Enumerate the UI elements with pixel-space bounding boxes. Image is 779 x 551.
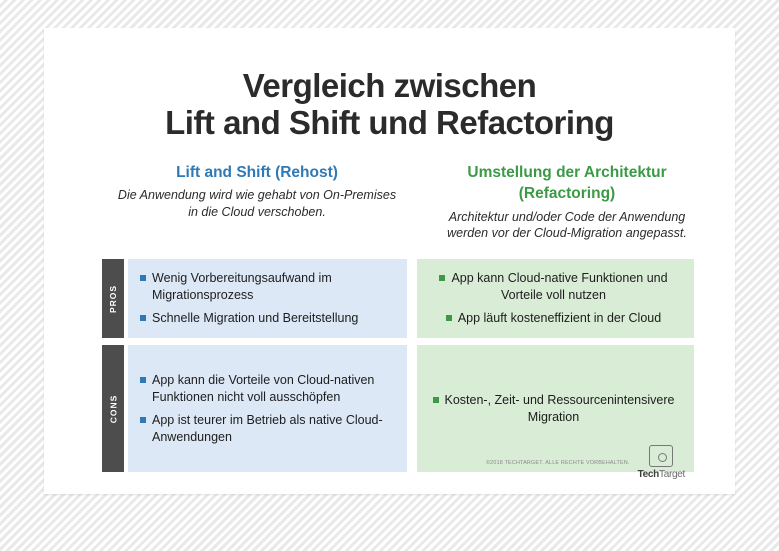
column-title-lift-and-shift: Lift and Shift (Rehost) [176,164,338,181]
row-label-cons [102,345,124,472]
list-item: App ist teurer im Betrieb als native Cloud-Anwendungen [138,412,393,446]
list-item: Schnelle Migration und Bereitstellung [138,310,393,327]
title-line-1: Vergleich zwischen [242,67,537,104]
title-line-2: Lift and Shift und Refactoring [165,103,614,141]
cell-pros-refactoring [417,259,694,338]
column-header-refactoring [422,163,712,242]
copyright-text: ©2018 TECHTARGET. ALLE RECHTE VORBEHALTEN. [486,459,630,466]
list-item: App kann die Vorteile von Cloud-nativen Funktionen nicht voll ausschöpfen [138,372,393,406]
column-title-refactoring-line-1: Umstellung der Architektur [467,164,667,181]
logo-text-primary: Tech [637,469,659,480]
list-item: Kosten-, Zeit- und Ressourcenintensivere Migration [427,392,680,426]
row-label-cons-text: CONS [108,394,118,423]
cell-cons-lift-and-shift [128,345,407,472]
list-item: App läuft kosteneffizient in der Cloud [427,310,680,327]
techtarget-logo [638,445,685,480]
row-pros [102,259,694,338]
footer [486,445,685,480]
camera-icon [649,445,673,467]
list-item: App kann Cloud-native Funktionen und Vorteile voll nutzen [427,270,680,304]
column-header-lift-and-shift [102,163,412,242]
logo-text [638,469,685,480]
column-subtitle-lift-and-shift: Die Anwendung wird wie gehabt von On-Premises in die Cloud verschoben. [117,188,397,219]
column-headers [44,163,735,242]
logo-text-secondary: Target [659,469,685,480]
row-label-pros [102,259,124,338]
list-item: Wenig Vorbereitungsaufwand im Migrationsprozess [138,270,393,304]
column-subtitle-refactoring: Architektur und/oder Code der Anwendung werden vor der Cloud-Migration angepasst. [447,209,687,241]
page-title [44,28,735,142]
cell-pros-lift-and-shift [128,259,407,338]
column-title-refactoring-line-2: (Refactoring) [518,185,616,203]
row-label-pros-text: PROS [108,284,118,313]
infographic-card [44,28,735,494]
